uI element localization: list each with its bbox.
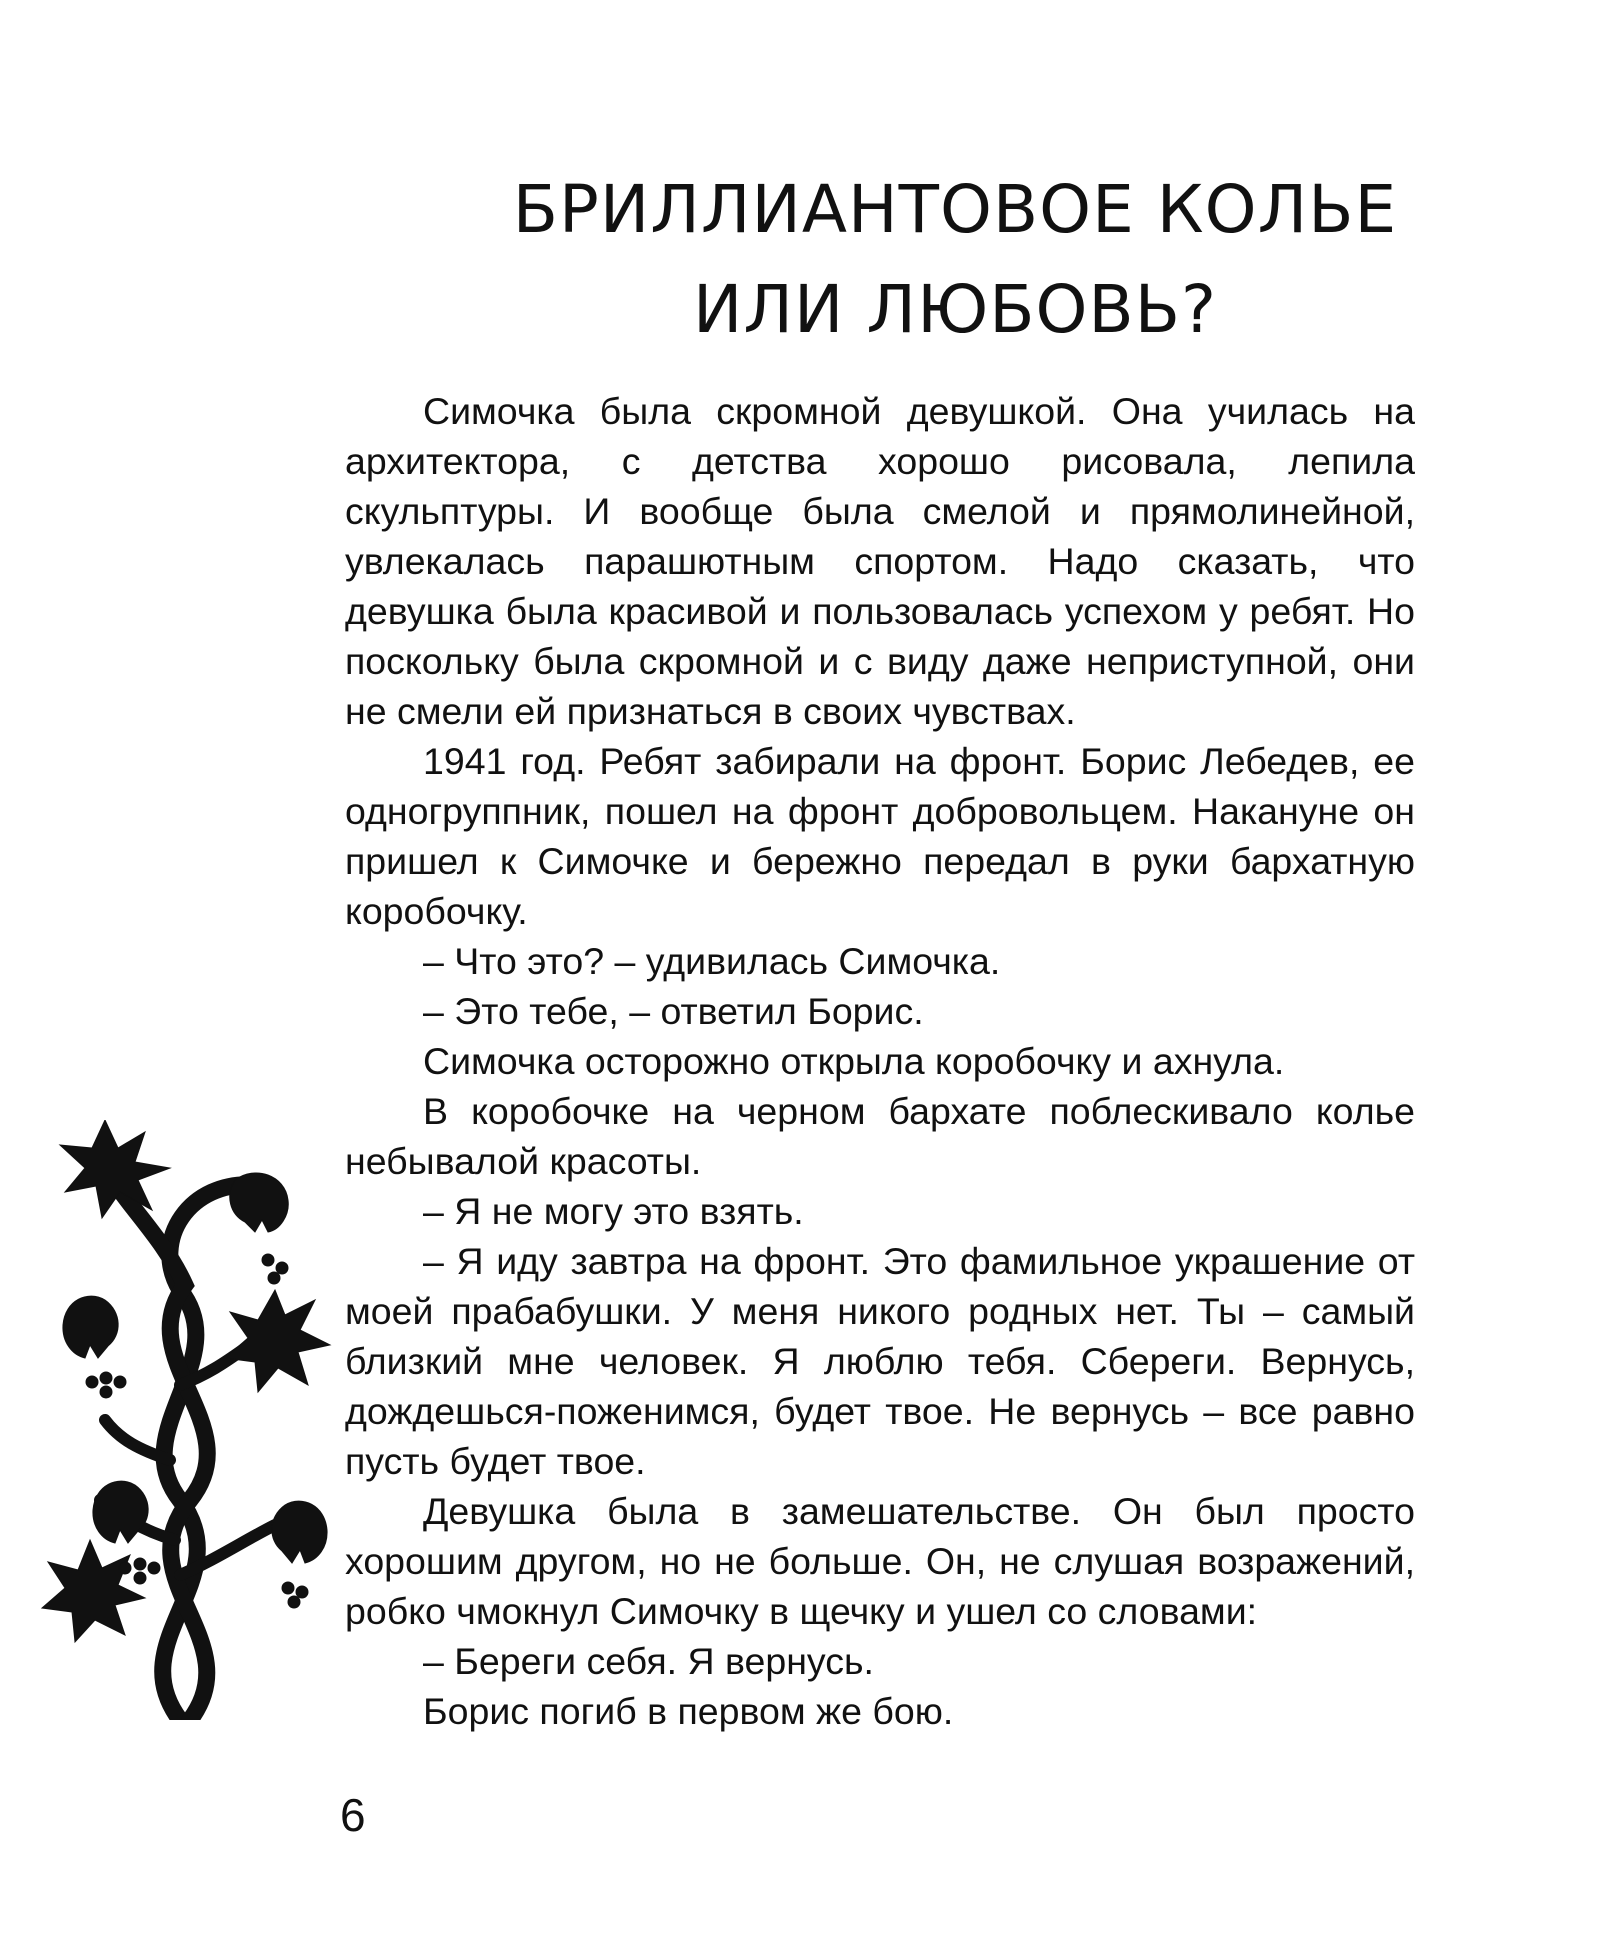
- dialogue-line: – Что это? – удивилась Симочка.: [423, 940, 1001, 982]
- story-text: [345, 386, 1415, 1736]
- paragraph: Симочка осторожно открыла коробочку и ахнула.: [423, 1040, 1285, 1082]
- paragraph: В коробочке на черном бархате поблескивало колье небывалой красоты.: [345, 1090, 1415, 1182]
- page-number: 6: [340, 1789, 366, 1841]
- chapter-title-line-1: БРИЛЛИАНТОВОЕ КОЛЬЕ: [512, 171, 1398, 248]
- chapter-title: [345, 160, 1565, 360]
- paragraph: Симочка была скромной девушкой. Она училась на архитектора, с детства хорошо рисовала, лепила скульптуры. И вообще была смелой и прямолинейной, увлекалась парашютным спортом. Надо сказать, что девушка была красивой и пользовалась успехом у ребят. Но поскольку была скромной и с виду даже неприступной, они не смели ей признаться в своих чувствах.: [345, 390, 1415, 732]
- dialogue-line: – Береги себя. Я вернусь.: [423, 1640, 874, 1682]
- paragraph: Борис погиб в первом же бою.: [423, 1690, 954, 1732]
- floral-vine-ornament-icon: [30, 1120, 350, 1720]
- dialogue-line: – Я не могу это взять.: [423, 1190, 804, 1232]
- dialogue-line: – Это тебе, – ответил Борис.: [423, 990, 924, 1032]
- dialogue-line: – Я иду завтра на фронт. Это фамильное украшение от моей прабабушки. У меня никого родных нет. Ты – самый близкий мне человек. Я люблю тебя. Сбереги. Вернусь, дождешься-поженимся, будет твое. Не вернусь – все равно пусть будет твое.: [345, 1240, 1415, 1482]
- chapter-title-line-2: ИЛИ ЛЮБОВЬ?: [692, 271, 1218, 348]
- paragraph: 1941 год. Ребят забирали на фронт. Борис Лебедев, ее одногруппник, пошел на фронт добровольцем. Накануне он пришел к Симочке и бережно передал в руки бархатную коробочку.: [345, 740, 1415, 932]
- paragraph: Девушка была в замешательстве. Он был просто хорошим другом, но не больше. Он, не слушая возражений, робко чмокнул Симочку в щечку и ушел со словами:: [345, 1490, 1415, 1632]
